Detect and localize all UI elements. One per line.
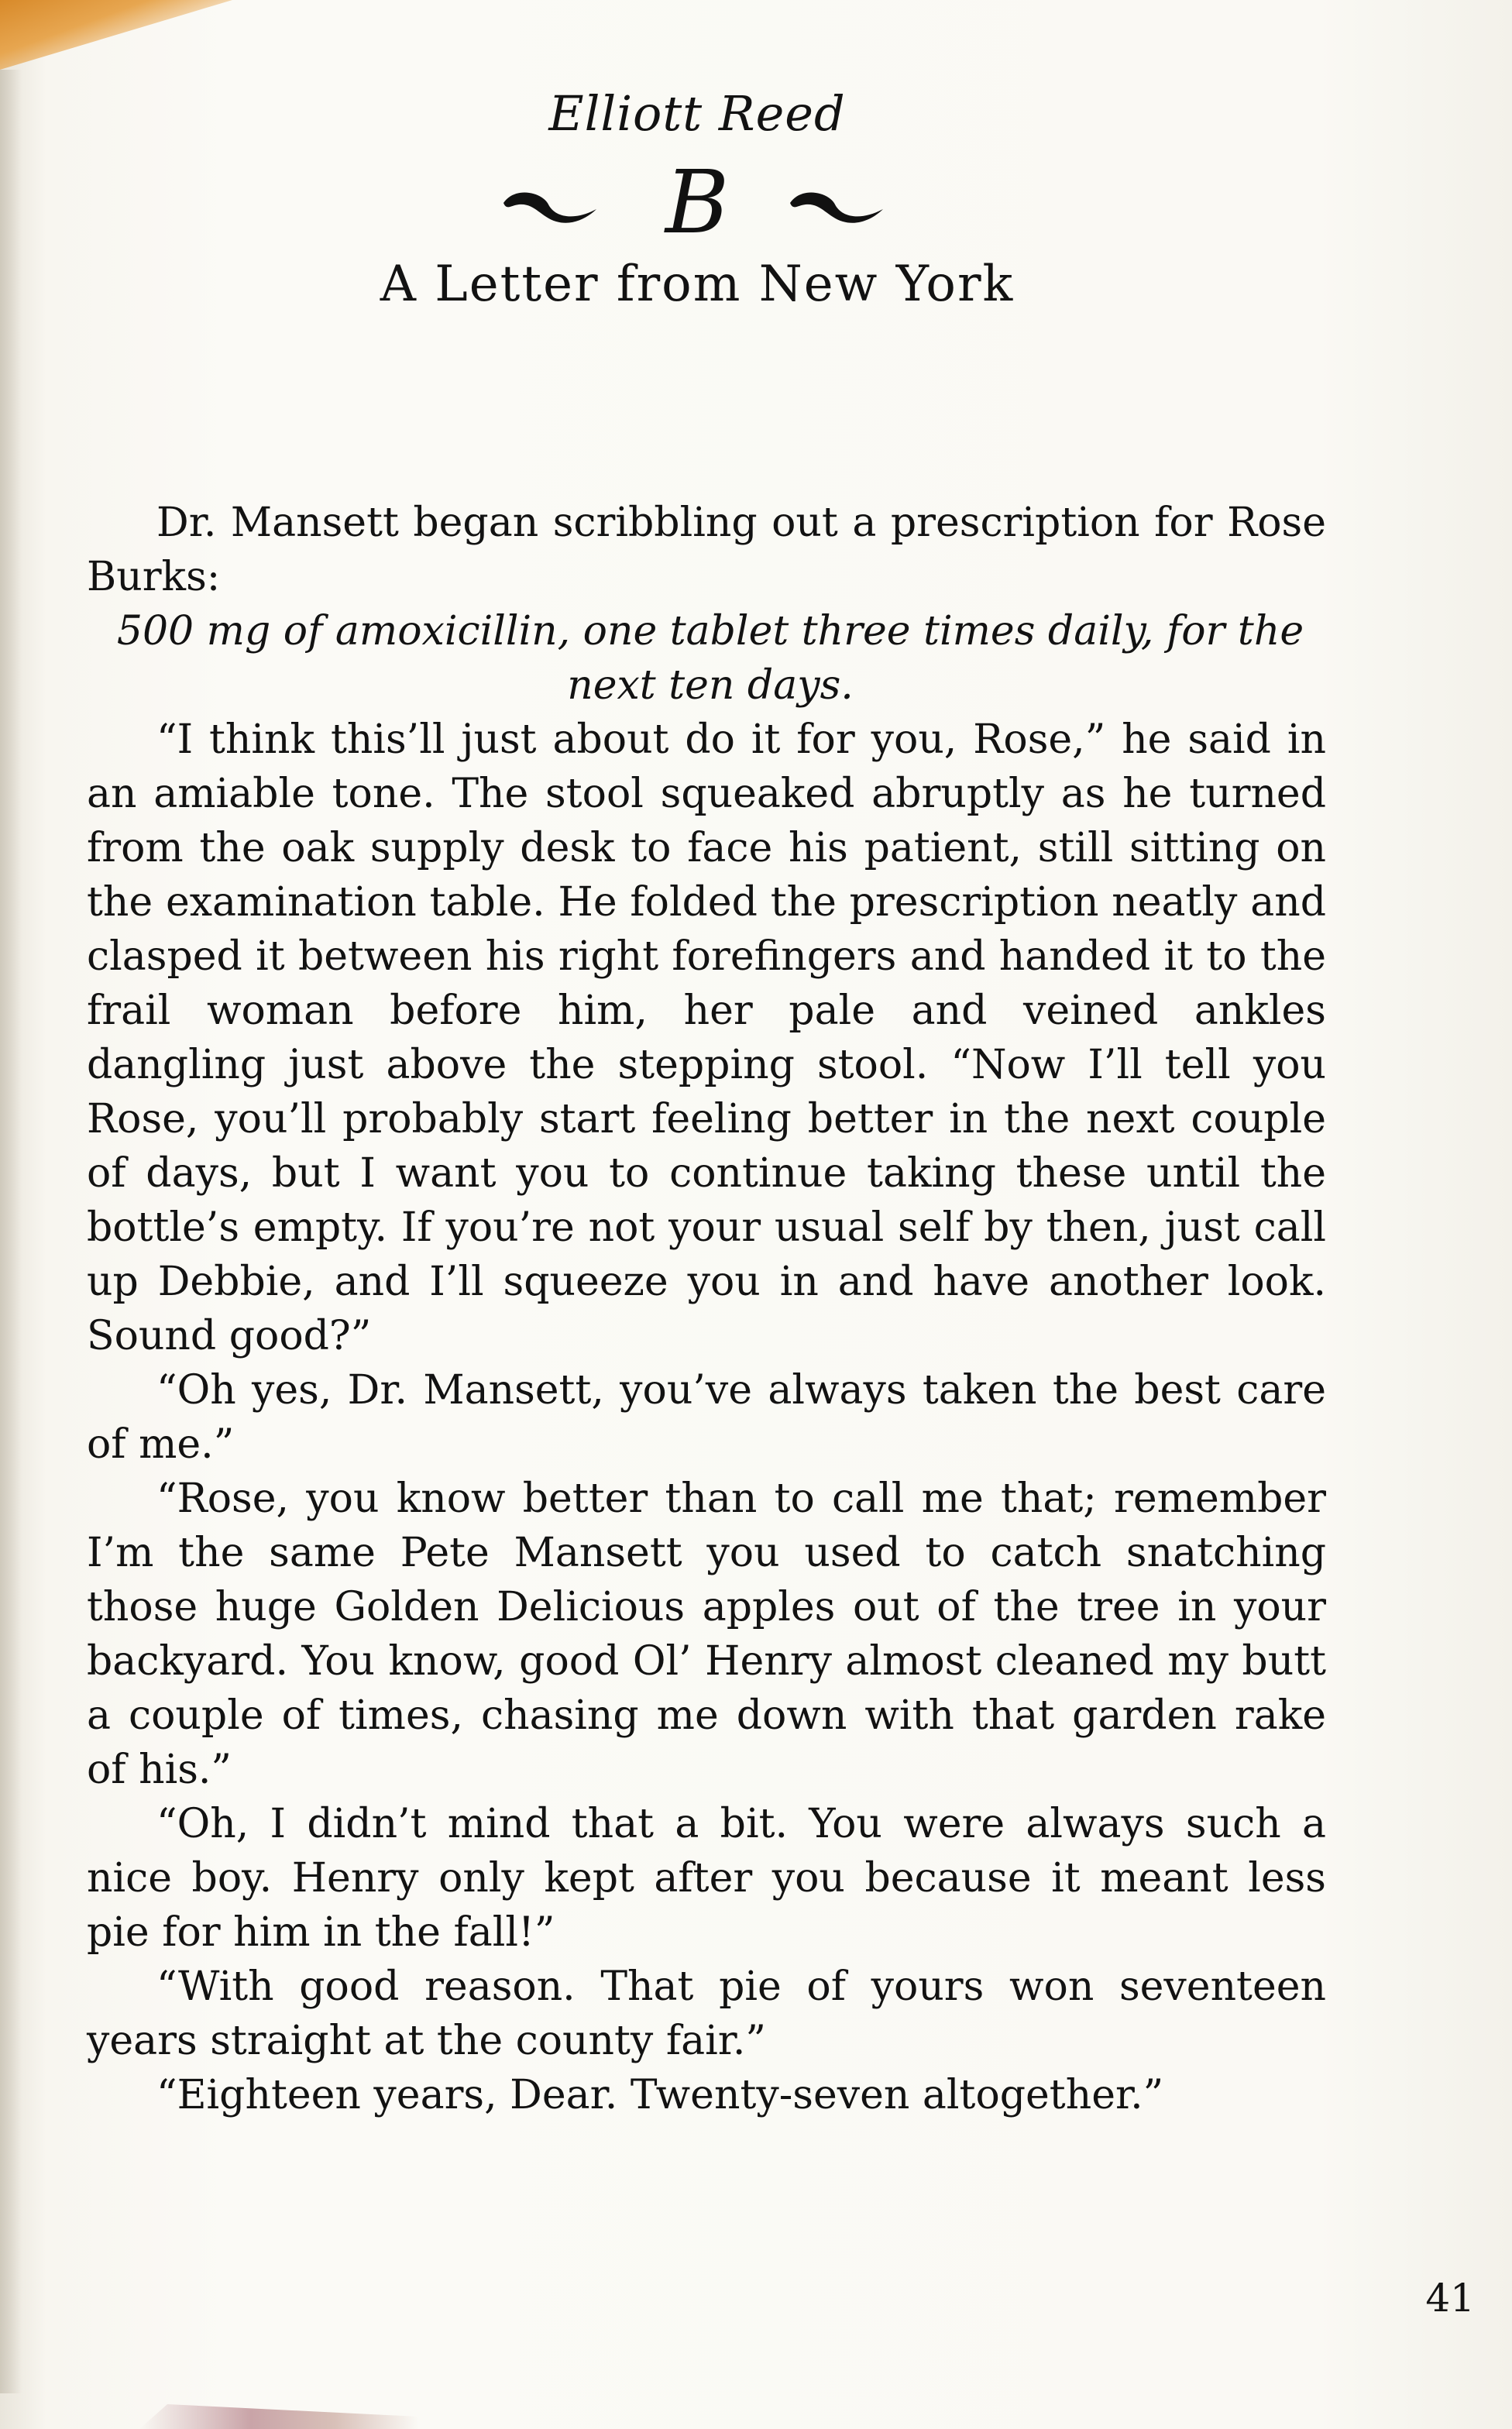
author-name: Elliott Reed (548, 85, 846, 142)
page-number: 41 (1425, 2276, 1475, 2321)
paragraph: “I think this’ll just about do it for you, Rose,” he said in an amiable tone. The stool squeaked abruptly as he turned from the oak supply desk to face his patient, still sitting on the examination table. He folded the prescription neatly and clasped it between his right forefingers and handed it to the frail woman before him, her pale and veined ankles dangling just above the stepping stool. “Now I’ll tell you Rose, you’ll probably start feeling better in the next couple of days, but I want you to continue taking these until the bottle’s empty. If you’re not your usual self by then, just call up Debbie, and I’ll squeeze you in and have another look. Sound good?” (87, 716, 1326, 1359)
ornament-letter: B (665, 155, 730, 253)
page-binding-edge (0, 70, 22, 2393)
paragraph: “Oh, I didn’t mind that a bit. You were always such a nice boy. Henry only kept after you because it meant less pie for him in the fall!” (87, 1801, 1326, 1956)
prescription-text: 500 mg of amoxicillin, one tablet three times daily, for the next ten days. (116, 608, 1304, 709)
paragraph: “Eighteen years, Dear. Twenty-seven altogether.” (156, 2072, 1164, 2118)
body-text (87, 496, 1326, 2122)
ornament-flourish-icon (480, 155, 914, 256)
chapter-title: A Letter from New York (380, 256, 1015, 313)
left-swash-icon (503, 193, 596, 223)
paragraph: “With good reason. That pie of yours won seventeen years straight at the county fair.” (87, 1963, 1326, 2064)
page-corner-shadow (0, 0, 232, 70)
paragraph: “Oh yes, Dr. Mansett, you’ve always taken the best care of me.” (87, 1367, 1326, 1468)
page-bottom-artifact (139, 2398, 418, 2429)
right-swash-icon (790, 193, 883, 223)
paragraph: Dr. Mansett began scribbling out a prescription for Rose Burks: (87, 500, 1326, 600)
paragraph: “Rose, you know better than to call me that; remember I’m the same Pete Mansett you used to catch snatching those huge Golden Delicious apples out of the tree in your backyard. You know, good Ol’ Henry almost cleaned my butt a couple of times, chasing me down with that garden rake of his.” (87, 1476, 1326, 1793)
